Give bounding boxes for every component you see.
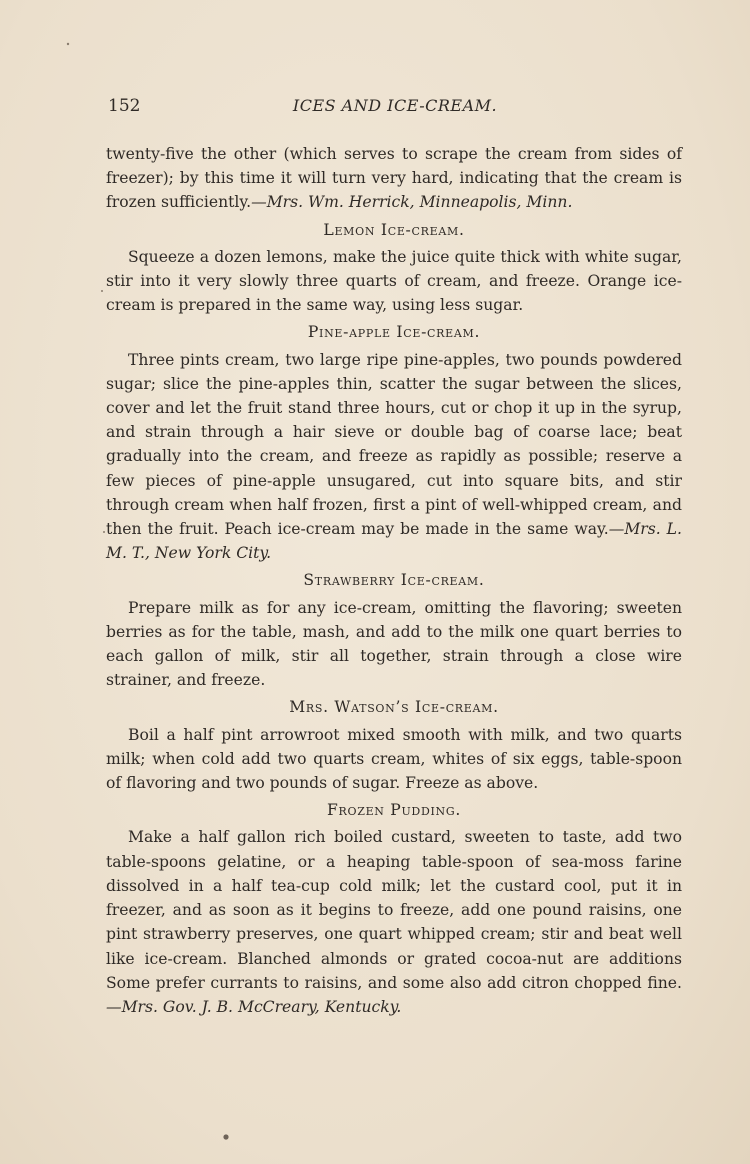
ink-speck — [67, 43, 69, 45]
intro-body: twenty-five the other (which serves to scrape the cream from sides of freezer); by this time it will turn very hard, indicating that the cream is frozen sufficiently. — [106, 145, 682, 212]
page-content — [106, 142, 682, 1019]
strawberry-paragraph: Prepare milk as for any ice-cream, omitting the flavoring; sweeten berries as for the table, mash, and add to the milk one quart berries to each gallon of milk, stir all together, strain through a close wire strainer, and freeze. — [106, 598, 682, 690]
pineapple-paragraph — [106, 348, 682, 566]
ink-speck — [101, 290, 103, 292]
pineapple-body: Three pints cream, two large ripe pine-apples, two pounds powdered sugar; slice the pine-apples thin, scatter the sugar between the slices, cover and let the fruit stand three hours, cut or chop it up in the syrup, and strain through a hair sieve or double bag of coarse lace; beat gradually into the cream, and freeze as rapidly as possible; reserve a few pieces of pine-apple unsugared, cut into square bits, and stir through cream when half frozen, first a pint of well-whipped cream, and then the fruit. Peach ice-cream may be made in the same way. — [106, 350, 682, 539]
pineapple-attribution: —Mrs. L. M. T., New York City. — [106, 520, 682, 563]
running-head — [108, 96, 682, 122]
page-number: 152 — [108, 96, 141, 116]
ink-speck — [103, 531, 105, 533]
pineapple-heading: Pine-apple Ice-cream. — [307, 323, 481, 342]
intro-paragraph — [106, 142, 682, 215]
watson-heading: Mrs. Watson’s Ice-cream. — [289, 698, 499, 717]
pudding-body: Make a half gallon rich boiled custard, sweeten to taste, add two table-spoons gelatine, or a heaping table-spoon of sea-moss farine dissolved in a half tea-cup cold milk; let the custard cool, put it in freezer, and as soon as it begins to freeze, add one pound raisins, one pint strawberry preserves, one quart whipped cream; stir and beat well like ice-cream. Blanched almonds or grated cocoa-nut are additions Some prefer currants to raisins, and some also add citron chopped fine. — [106, 828, 682, 992]
pudding-paragraph — [106, 825, 682, 1019]
pudding-attribution: —Mrs. Gov. J. B. McCreary, Kentucky. — [106, 997, 402, 1016]
running-title: ICES AND ICE-CREAM. — [292, 96, 498, 115]
intro-attribution: —Mrs. Wm. Herrick, Minneapolis, Minn. — [251, 193, 573, 212]
lemon-heading: Lemon Ice-cream. — [323, 220, 465, 239]
ink-speck — [223, 1134, 228, 1139]
lemon-paragraph: Squeeze a dozen lemons, make the juice quite thick with white sugar, stir into it very slowly three quarts of cream, and freeze. Orange ice-cream is prepared in the same way, using less sugar. — [106, 247, 682, 315]
pudding-heading: Frozen Pudding. — [327, 801, 461, 820]
watson-paragraph: Boil a half pint arrowroot mixed smooth with milk, and two quarts milk; when cold add two quarts cream, whites of six eggs, table-spoon of flavoring and two pounds of sugar. Freeze as above. — [106, 725, 682, 793]
strawberry-heading: Strawberry Ice-cream. — [303, 571, 485, 590]
